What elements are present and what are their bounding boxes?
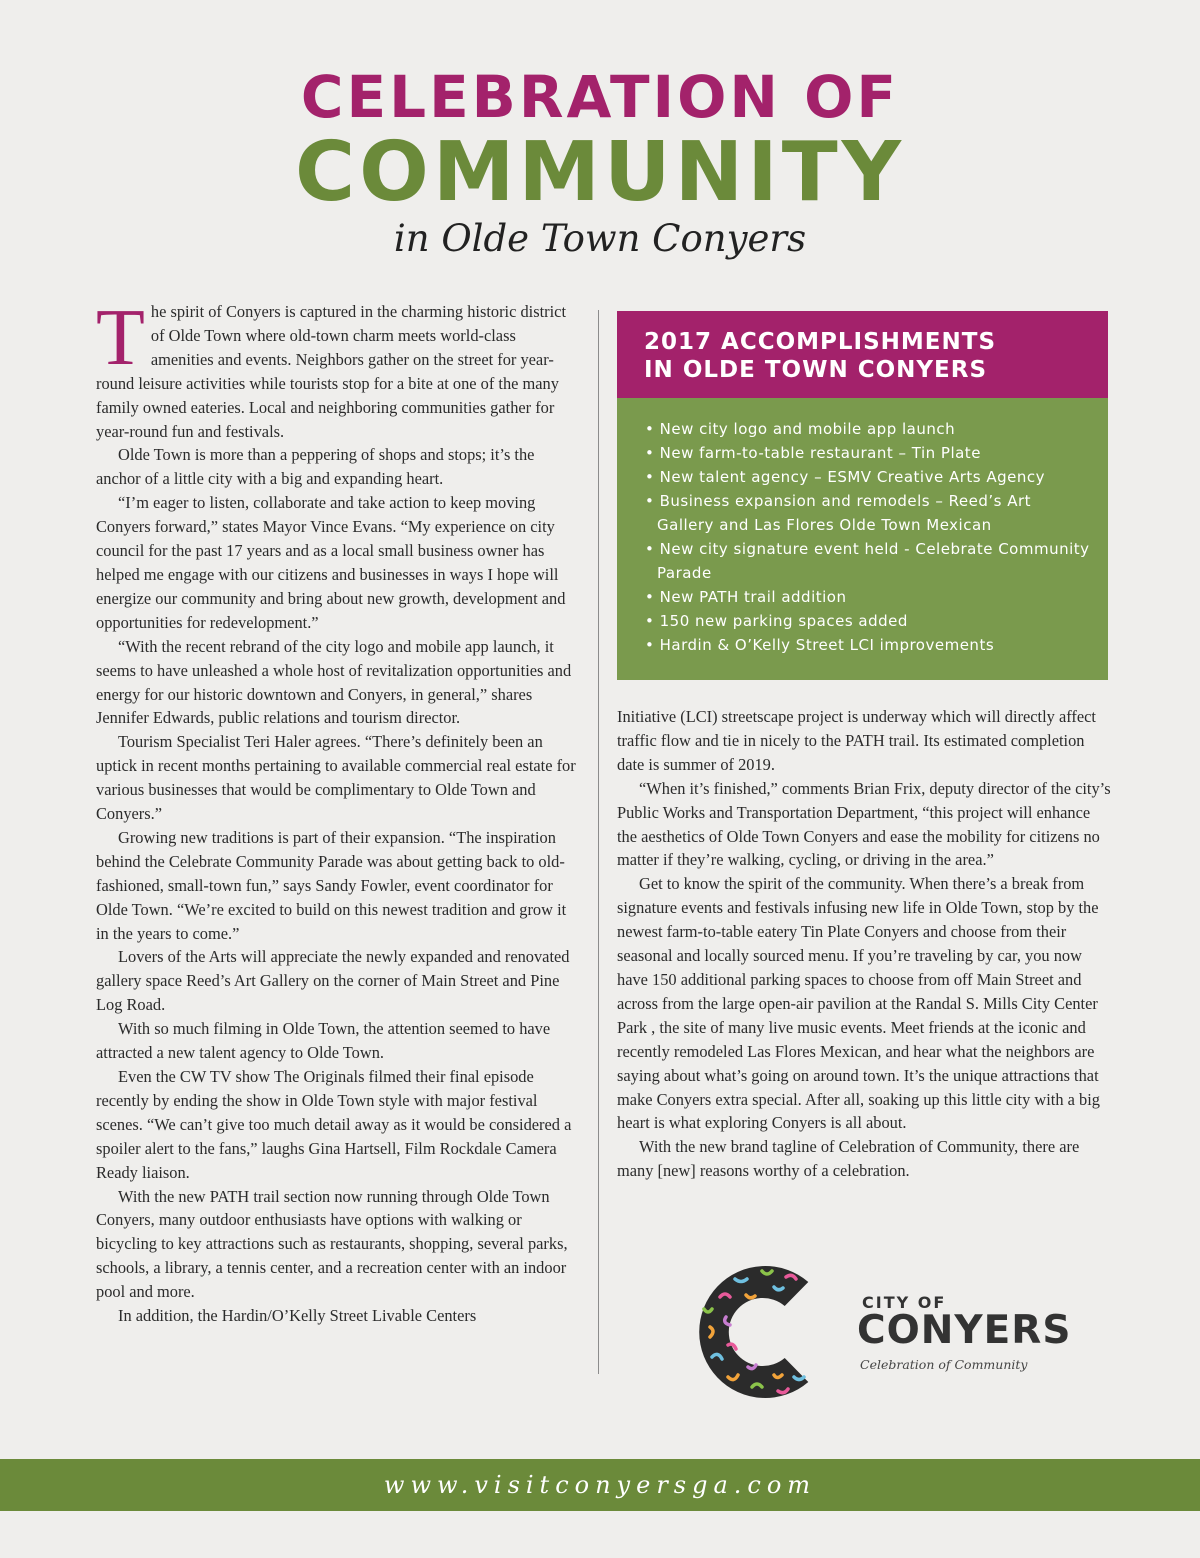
article-paragraph: Olde Town is more than a peppering of shops and stops; it’s the anchor of a little city with a big and expanding heart. [96,445,535,489]
article-paragraph: With so much filming in Olde Town, the attention seemed to have attracted a new talent agency to Olde Town. [96,1019,551,1063]
list-item: • Hardin & O’Kelly Street LCI improvements [645,633,1090,657]
footer-bar [0,1459,1200,1511]
subtitle: in Olde Town Conyers [393,217,807,260]
article-paragraph: “I’m eager to listen, collaborate and take action to keep moving Conyers forward,” states Mayor Vince Evans. “My experience on city council for the past 17 years and as a local small business owner has helped me engage with our citizens and businesses in ways I hope will energize our community and bring about new growth, development and opportunities for redevelopment.” [96,493,566,632]
article-paragraph: Get to know the spirit of the community. When there’s a break from signature events and festivals infusing new life in Olde Town, stop by the newest farm-to-table eatery Tin Plate Conyers and choose from their seasonal and locally sourced menu. If you’re traveling by car, you now have 150 additional parking spaces to choose from off Main Street and across from the large open-air pavilion at the Randal S. Mills City Center Park , the site of many live music events. Meet friends at the iconic and recently remodeled Las Flores Mexican, and hear what the neighbors are saying about what’s going on around town. It’s the unique attractions that make Conyers extra special. After all, soaking up this little city with a big heart is what exploring Conyers is all about. [617,874,1100,1133]
article-paragraph: With the new brand tagline of Celebration of Community, there are many [new] reasons worthy of a celebration. [617,1137,1080,1181]
list-item: • New city logo and mobile app launch [645,417,1090,441]
article-left-column [96,294,578,1328]
accomplishments-list-box [617,398,1108,680]
article-paragraph [96,294,578,443]
accomplishments-title-line-1: 2017 ACCOMPLISHMENTS [644,329,997,355]
list-item: • New talent agency – ESMV Creative Arts Agency [645,465,1090,489]
accomplishments-list [645,417,1090,657]
article-paragraph: Initiative (LCI) streetscape project is underway which will directly affect traffic flow and tie in nicely to the PATH trail. Its estimated completion date is summer of 2019. [617,707,1096,774]
logo-city-of: CITY OF [862,1293,947,1312]
drop-cap: T [96,294,145,382]
list-item: • New farm-to-table restaurant – Tin Plate [645,441,1090,465]
article-right-column [617,705,1111,1183]
article-paragraph: Tourism Specialist Teri Haler agrees. “There’s definitely been an uptick in recent months pertaining to available commercial real estate for various businesses that would be complimentary to Olde Town and Conyers.” [96,732,576,824]
logo-tagline: Celebration of Community [860,1357,1028,1372]
article-paragraph: Even the CW TV show The Originals filmed their final episode recently by ending the show in Olde Town style with major festival scenes. “We can’t give too much detail away as it would be considered a spoiler alert to the fans,” laughs Gina Hartsell, Film Rockdale Camera Ready liaison. [96,1067,572,1182]
article-paragraph: In addition, the Hardin/O’Kelly Street Livable Centers [118,1306,477,1326]
accomplishments-header [617,311,1108,398]
accomplishments-title-line-2: IN OLDE TOWN CONYERS [644,357,988,383]
list-item: • Business expansion and remodels – Reed’s Art Gallery and Las Flores Olde Town Mexican [645,489,1090,537]
list-item: • 150 new parking spaces added [645,609,1090,633]
article-paragraph: With the new PATH trail section now running through Olde Town Conyers, many outdoor enthusiasts have options with walking or bicycling to key attractions such as restaurants, shopping, several parks, schools, a library, a tennis center, and a recreation center with an indoor pool and more. [96,1186,568,1302]
title-line-1: CELEBRATION OF [300,63,900,131]
footer-url-link[interactable]: www.visitconyersga.com [383,1471,817,1499]
list-item: • New city signature event held - Celebrate Community Parade [645,537,1090,585]
article-paragraph: “When it’s finished,” comments Brian Frix, deputy director of the city’s Public Works and Transportation Department, “this project will enhance the aesthetics of Olde Town Conyers and ease the mobility for citizens no matter if they’re walking, cycling, or driving in the area.” [617,778,1111,870]
article-paragraph: “With the recent rebrand of the city logo and mobile app launch, it seems to have unleashed a whole host of revitalization opportunities and energy for our historic downtown and Conyers, in general,” shares Jennifer Edwards, public relations and tourism director. [96,636,572,728]
conyers-c-logo-icon [690,1257,840,1407]
list-item: • New PATH trail addition [645,585,1090,609]
article-paragraph: Lovers of the Arts will appreciate the newly expanded and renovated gallery space Reed’s Art Gallery on the corner of Main Street and Pine Log Road. [96,947,570,1015]
paragraph-text: he spirit of Conyers is captured in the charming historic district of Olde Town where old-town charm meets world-class amenities and events. Neighbors gather on the street for year-round leisure activities while tourists stop for a bite at one of the many family owned eateries. Local and neighboring communities gather for year-round fun and festivals. [96,302,567,441]
title-line-2: COMMUNITY [294,125,906,220]
logo-name: CONYERS [857,1308,1072,1353]
article-paragraph: Growing new traditions is part of their expansion. “The inspiration behind the Celebrate Community Parade was about getting back to old-fashioned, small-town fun,” says Sandy Fowler, event coordinator for Olde Town. “We’re excited to build on this newest tradition and grow it in the years to come.” [96,827,567,943]
column-divider [598,310,599,1374]
